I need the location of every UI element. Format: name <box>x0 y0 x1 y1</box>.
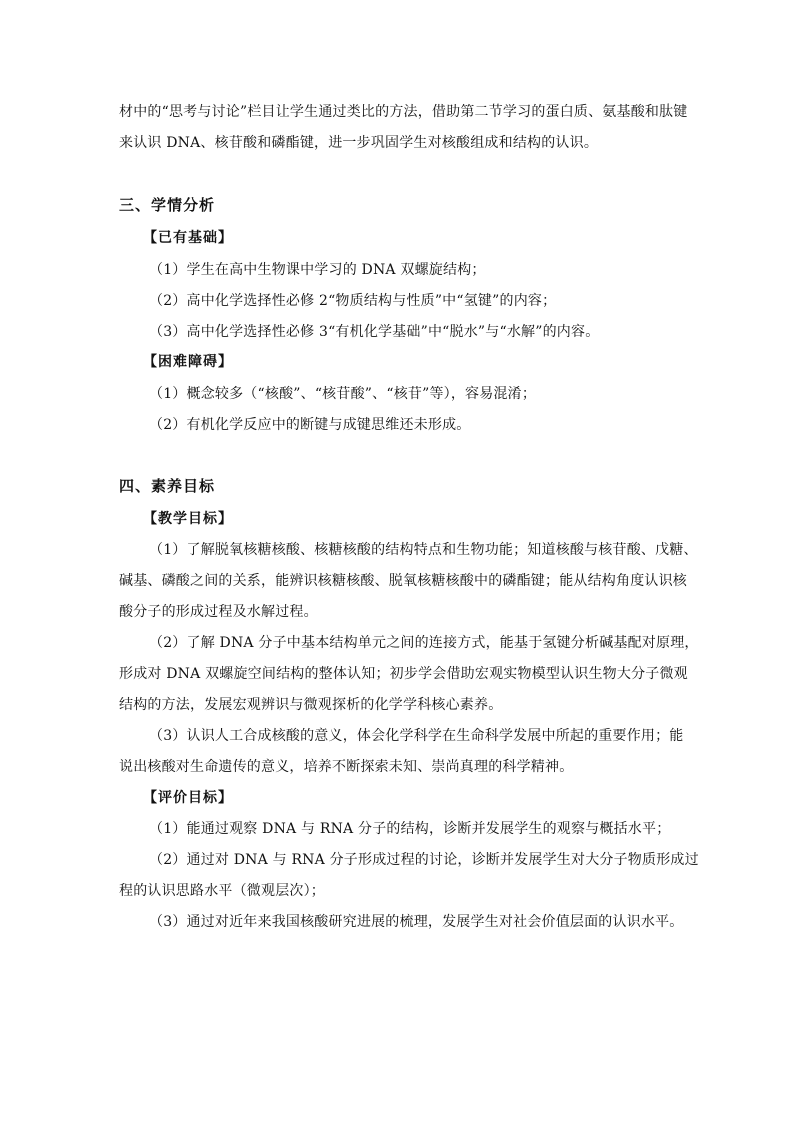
teaching-goals-subheading: 【教学目标】 <box>143 511 233 527</box>
teaching-goals-line-7: （3）认识人工合成核酸的意义，体会化学科学在生命科学发展中所起的重要作用；能 <box>149 728 684 744</box>
existing-basis-item-1: （1）学生在高中生物课中学习的 DNA 双螺旋结构； <box>149 262 486 278</box>
evaluation-goals-line-2: （2）通过对 DNA 与 RNA 分子形成过程的讨论，诊断并发展学生对大分子物质形成过 <box>149 852 699 868</box>
intro-paragraph-line-1: 材中的“思考与讨论”栏目让学生通过类比的方法，借助第二节学习的蛋白质、氨基酸和肽键 <box>119 104 688 120</box>
section-3-heading: 三、学情分析 <box>119 196 216 214</box>
evaluation-goals-line-3: 程的认识思路水平（微观层次）； <box>119 883 325 899</box>
teaching-goals-line-6: 结构的方法，发展宏观辨识与微观探析的化学学科核心素养。 <box>119 697 503 713</box>
teaching-goals-line-1: （1）了解脱氧核糖核酸、核糖核酸的结构特点和生物功能；知道核酸与核苷酸、戊糖、 <box>149 542 698 558</box>
difficulty-subheading: 【困难障碍】 <box>143 354 233 370</box>
teaching-goals-line-3: 酸分子的形成过程及水解过程。 <box>119 604 318 620</box>
evaluation-goals-line-4: （3）通过对近年来我国核酸研究进展的梳理，发展学生对社会价值层面的认识水平。 <box>149 914 684 930</box>
teaching-goals-line-4: （2）了解 DNA 分子中基本结构单元之间的连接方式，能基于氢键分析碱基配对原理， <box>149 635 699 651</box>
difficulty-item-1: （1）概念较多（“核酸”、“核苷酸”、“核苷”等），容易混淆； <box>149 386 537 402</box>
section-4-heading: 四、素养目标 <box>119 477 216 495</box>
evaluation-goals-subheading: 【评价目标】 <box>143 790 233 806</box>
evaluation-goals-line-1: （1）能通过观察 DNA 与 RNA 分子的结构，诊断并发展学生的观察与概括水平； <box>149 821 671 837</box>
existing-basis-subheading: 【已有基础】 <box>143 230 233 246</box>
intro-paragraph-line-2: 来认识 DNA、核苷酸和磷酯键，进一步巩固学生对核酸组成和结构的认识。 <box>119 135 599 151</box>
existing-basis-item-3: （3）高中化学选择性必修 3“有机化学基础”中“脱水”与“水解”的内容。 <box>149 324 600 340</box>
difficulty-item-2: （2）有机化学反应中的断键与成键思维还未形成。 <box>149 417 471 433</box>
teaching-goals-line-8: 说出核酸对生命遗传的意义，培养不断探索未知、崇尚真理的科学精神。 <box>119 759 574 775</box>
teaching-goals-line-2: 碱基、磷酸之间的关系，能辨识核糖核酸、脱氧核糖核酸中的磷酯键；能从结构角度认识核 <box>119 573 687 589</box>
existing-basis-item-2: （2）高中化学选择性必修 2“物质结构与性质”中“氢键”的内容； <box>149 293 557 309</box>
teaching-goals-line-5: 形成对 DNA 双螺旋空间结构的整体认知；初步学会借助宏观实物模型认识生物大分子微观 <box>119 666 688 682</box>
